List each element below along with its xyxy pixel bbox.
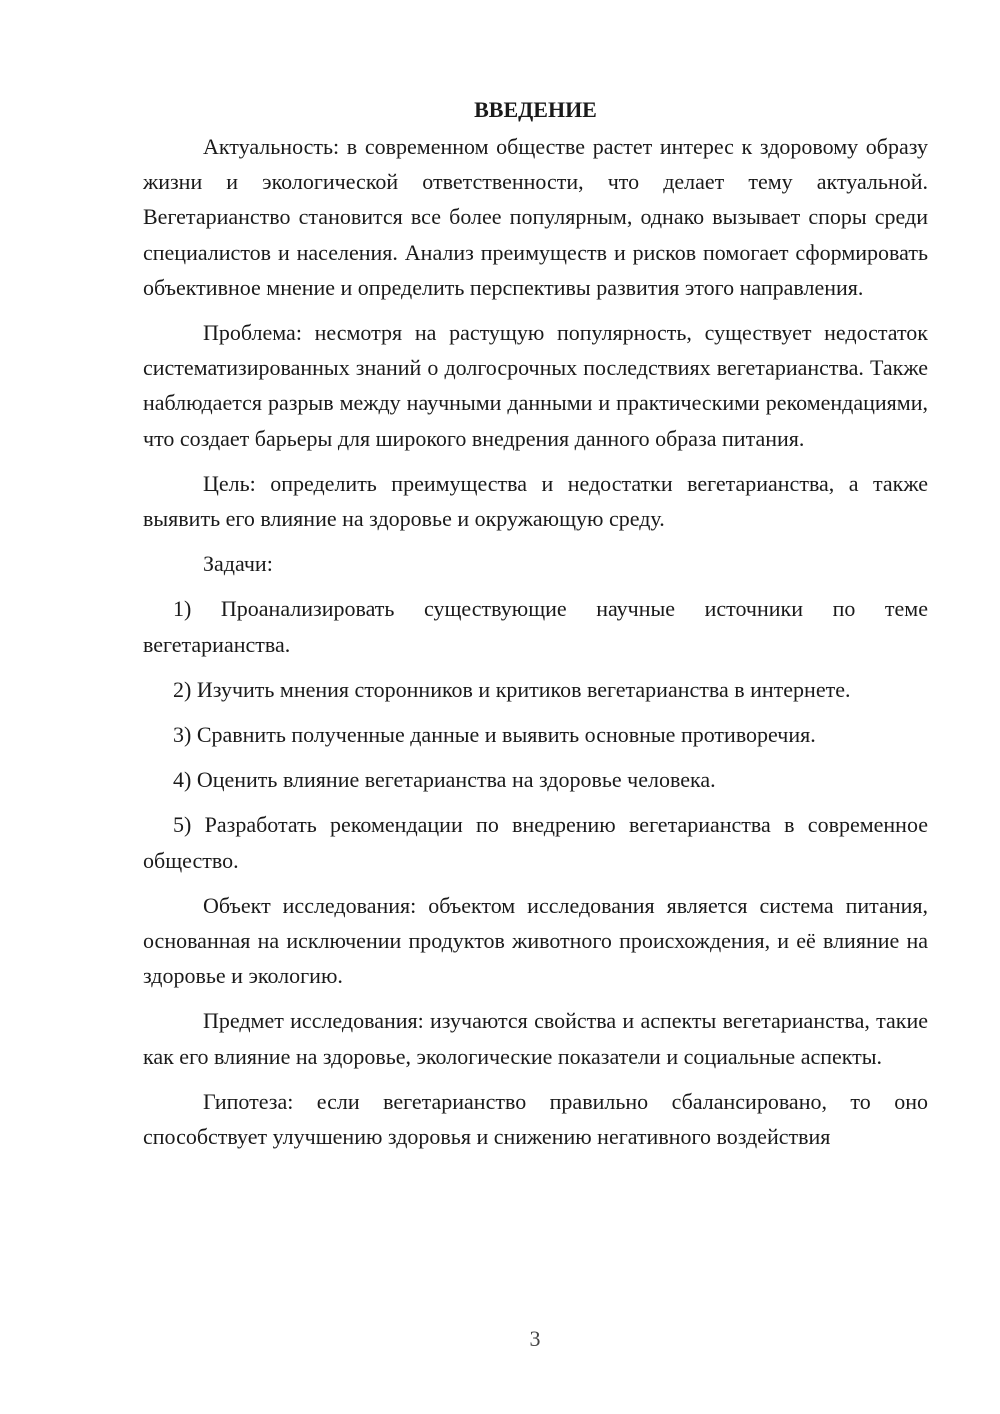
paragraph-problem: Проблема: несмотря на растущую популярность, существует недостаток систематизированных знаний о долгосрочных последствиях вегетарианства. Также наблюдается разрыв между научными данными и практическими рекомендациями, что создает барьеры для широкого внедрения данного образа питания. <box>143 320 928 451</box>
task-item-4: 4) Оценить влияние вегетарианства на здоровье человека. <box>173 767 716 793</box>
task-list <box>143 591 928 877</box>
page-number: 3 <box>529 1326 541 1351</box>
document-page <box>143 92 928 1164</box>
paragraph-hypothesis: Гипотеза: если вегетарианство правильно сбалансировано, то оно способствует улучшению здоровья и снижению негативного воздействия <box>143 1088 928 1150</box>
task-item-3: 3) Сравнить полученные данные и выявить основные противоречия. <box>173 722 816 748</box>
paragraph-tasks-heading: Задачи: <box>203 551 273 577</box>
paragraph-relevance: Актуальность: в современном обществе растет интерес к здоровому образу жизни и экологической ответственности, что делает тему актуальной. Вегетарианство становится все более популярным, однако вызывает споры среди специалистов и населения. Анализ преимуществ и рисков помогает сформировать объективное мнение и определить перспективы развития этого направления. <box>143 134 928 300</box>
task-item-5: 5) Разработать рекомендации по внедрению вегетарианства в современное общество. <box>143 812 928 873</box>
section-title: ВВЕДЕНИЕ <box>474 97 597 122</box>
task-item-2: 2) Изучить мнения сторонников и критиков вегетарианства в интернете. <box>173 676 851 702</box>
paragraph-goal: Цель: определить преимущества и недостатки вегетарианства, а также выявить его влияние на здоровье и окружающую среду. <box>143 470 928 532</box>
paragraph-object: Объект исследования: объектом исследования является система питания, основанная на исключении продуктов животного происхождения, и её влияние на здоровье и экологию. <box>143 892 928 989</box>
task-item-1: 1) Проанализировать существующие научные источники по теме вегетарианства. <box>143 596 928 657</box>
paragraph-subject: Предмет исследования: изучаются свойства и аспекты вегетарианства, такие как его влияние на здоровье, экологические показатели и социальные аспекты. <box>143 1008 928 1069</box>
